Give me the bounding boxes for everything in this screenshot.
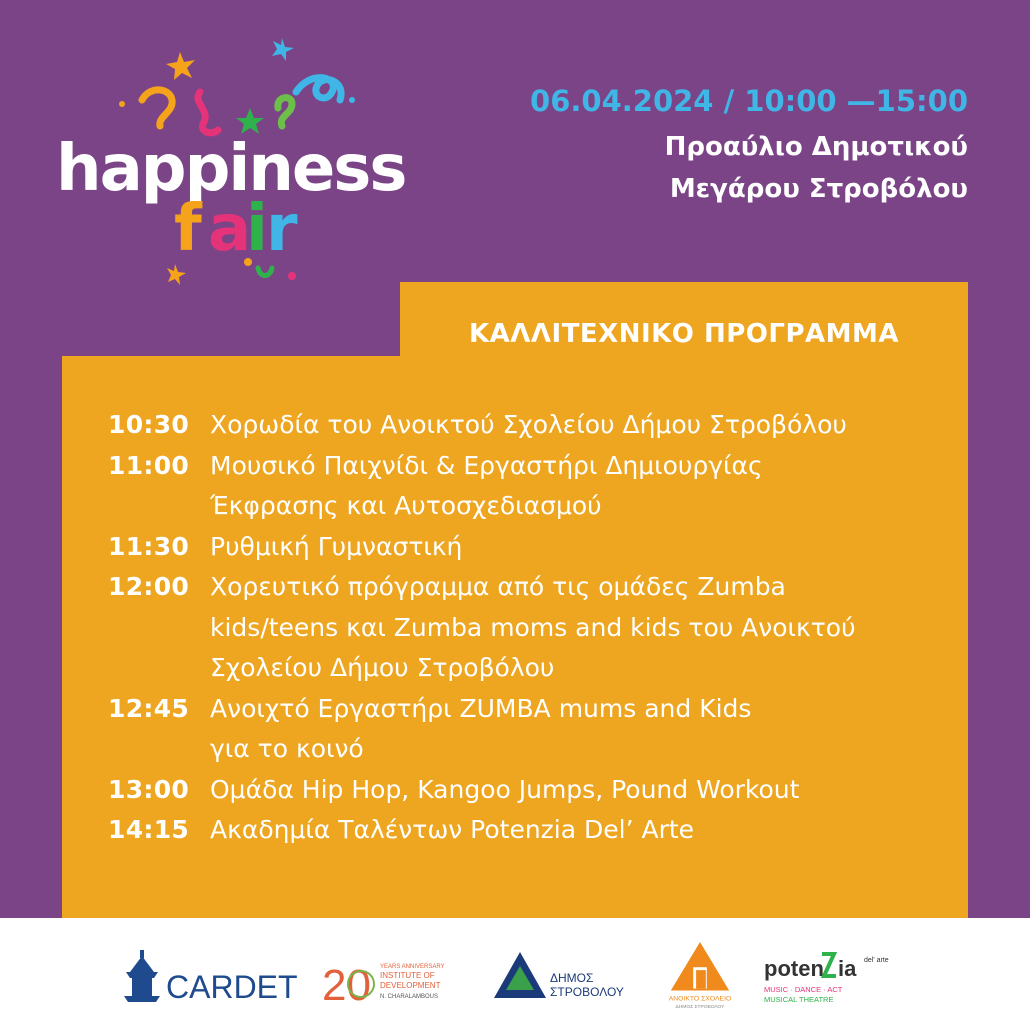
dimos-line-1: ΔΗΜΟΣ xyxy=(550,971,594,985)
dimos-triangle-icon xyxy=(494,952,546,998)
schedule-description xyxy=(210,405,948,446)
institute-logo xyxy=(322,940,452,1010)
cardet-emblem-icon xyxy=(124,950,160,1002)
schedule-item xyxy=(108,770,948,811)
cardet-logo xyxy=(120,940,298,1010)
potenzia-tagline-1: MUSIC · DANCE · ACT xyxy=(764,985,843,994)
institute-line-2: DEVELOPMENT xyxy=(380,981,441,990)
anoikto-line-1: ΑΝΟΙΚΤΟ ΣΧΟΛΕΙΟ xyxy=(668,995,732,1003)
schedule-time: 11:30 xyxy=(108,531,190,561)
anoikto-line-2: ΔΗΜΟΣ ΣΤΡΟΒΟΛΟΥ xyxy=(675,1005,725,1011)
anniversary-number: 20 xyxy=(322,961,371,1010)
logo-fair-a: a xyxy=(208,192,250,266)
schedule-item xyxy=(108,567,948,689)
schedule-description xyxy=(210,689,948,770)
schedule-description xyxy=(210,446,948,527)
schedule-description-line: kids/teens και Zumba moms and kids του Ανοικτού xyxy=(210,612,856,642)
logo-fair-i: i xyxy=(246,192,266,266)
schedule-description-line: Ρυθμική Γυμναστική xyxy=(210,531,463,561)
potenzia-name-part-b: ia xyxy=(838,956,857,981)
dimos-line-2: ΣΤΡΟΒΟΛΟΥ xyxy=(550,985,624,999)
years-anniversary-text: YEARS ANNIVERSARY xyxy=(380,964,445,970)
schedule-item xyxy=(108,405,948,446)
schedule-description-line: Σχολείου Δήμου Στροβόλου xyxy=(210,653,555,682)
schedule-description xyxy=(210,810,948,851)
program-title: ΚΑΛΛΙΤΕΧΝΙΚΟ ΠΡΟΓΡΑΜΜΑ xyxy=(469,319,899,349)
schedule-time: 12:00 xyxy=(108,572,190,601)
logo-happiness-text: happiness xyxy=(56,132,406,206)
schedule-list xyxy=(108,405,948,851)
schedule-item xyxy=(108,689,948,770)
schedule-item xyxy=(108,527,948,568)
potenzia-name-part-a: poten xyxy=(764,956,824,981)
institute-line-3: N. CHARALAMBOUS xyxy=(380,994,439,1000)
anoikto-scholeio-logo xyxy=(660,940,740,1010)
schedule-description-line: Μουσικό Παιχνίδι & Εργαστήρι Δημιουργίας xyxy=(210,450,763,480)
schedule-item xyxy=(108,446,948,527)
venue-line-1: Προαύλιο Δημοτικού xyxy=(664,132,968,162)
schedule-time: 12:45 xyxy=(108,693,190,723)
potenzia-z-icon xyxy=(822,954,836,976)
schedule-description-line: για το κοινό xyxy=(210,734,364,763)
dimos-strovolou-logo xyxy=(490,940,630,1010)
schedule-time: 10:30 xyxy=(108,410,190,439)
logo-fair-r: r xyxy=(266,192,296,266)
schedule-description-line: Ανοιχτό Εργαστήρι ZUMBA mums and Kids xyxy=(210,693,752,723)
cardet-wordmark: CARDET xyxy=(166,969,298,1005)
schedule-item xyxy=(108,810,948,851)
schedule-time: 11:00 xyxy=(108,450,190,480)
schedule-time: 13:00 xyxy=(108,774,190,804)
schedule-description xyxy=(210,770,948,811)
logo-fair-f: f xyxy=(174,192,200,266)
schedule-description-line: Ακαδημία Ταλέντων Potenzia Del’ Arte xyxy=(210,815,695,844)
schedule-description-line: Χορευτικό πρόγραμμα από τις ομάδες Zumba xyxy=(210,572,786,601)
potenzia-tagline-2: MUSICAL THEATRE xyxy=(764,995,834,1004)
schedule-description-line: Χορωδία του Ανοικτού Σχολείου Δήμου Στροβόλου xyxy=(210,410,847,439)
potenzia-del-arte: del' arte xyxy=(864,957,889,964)
schedule-description xyxy=(210,567,948,689)
potenzia-logo xyxy=(760,940,910,1010)
schedule-description xyxy=(210,527,948,568)
institute-line-1: INSTITUTE OF xyxy=(380,971,435,980)
schedule-description-line: Ομάδα Hip Hop, Kangoo Jumps, Pound Workout xyxy=(210,774,800,804)
venue-line-2: Μεγάρου Στροβόλου xyxy=(669,174,968,204)
schedule-time: 14:15 xyxy=(108,815,190,844)
schedule-description-line: Έκφρασης και Αυτοσχεδιασμού xyxy=(210,491,602,520)
event-date-time: 06.04.2024 / 10:00 —15:00 xyxy=(530,84,968,118)
event-venue xyxy=(665,126,968,210)
happiness-fair-logo xyxy=(56,30,430,290)
